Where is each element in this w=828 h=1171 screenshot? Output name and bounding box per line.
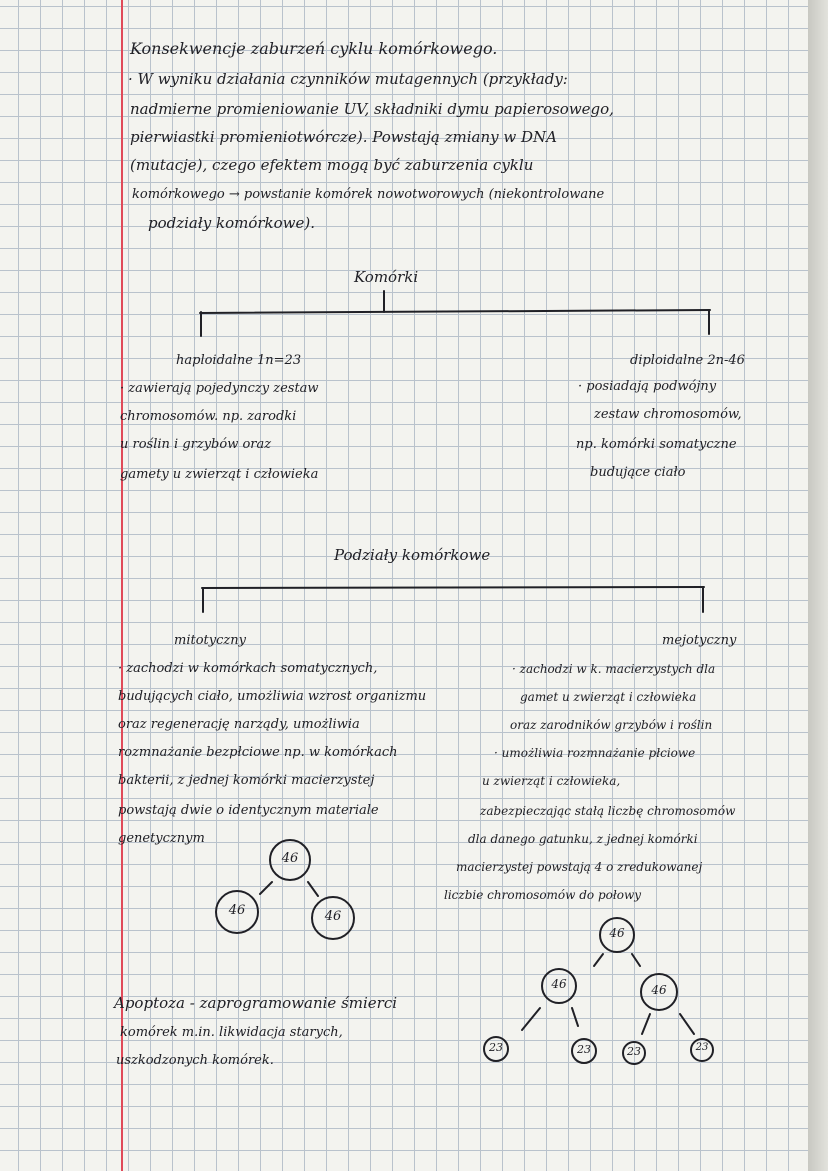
mitosis-line: budujących ciało, umożliwia wzrost organizmu: [118, 689, 427, 704]
meiosis-leaf-number: 23: [489, 1041, 503, 1054]
page-title: Konsekwencje zaburzeń cyklu komórkowego.: [130, 39, 498, 58]
diploid-line: zestaw chromosomów,: [594, 407, 742, 422]
divisions-heading: Podziały komórkowe: [334, 546, 491, 564]
meiosis-leaf-number: 23: [695, 1042, 709, 1053]
meiosis-line: zabezpieczając stałą liczbę chromosomów: [480, 804, 736, 818]
meiosis-connector: [632, 954, 640, 966]
diploid-line: np. komórki somatyczne: [576, 437, 737, 452]
mitosis-child-number: 46: [324, 909, 342, 924]
meiosis-line: gamet u zwierząt i człowieka: [520, 690, 697, 704]
intro-line: nadmierne promieniowanie UV, składniki dymu papierosowego,: [130, 100, 614, 118]
apoptosis-line: Apoptoza - zaprogramowanie śmierci: [114, 994, 398, 1012]
cells-tree-bar: [200, 310, 710, 313]
meiosis-line: macierzystej powstają 4 o zredukowanej: [456, 860, 703, 874]
diploid-line: · posiadają podwójny: [578, 379, 717, 394]
mitosis-connector: [308, 882, 318, 896]
meiosis-mid-number: 46: [651, 983, 667, 997]
haploid-line: chromosomów. np. zarodki: [120, 409, 297, 424]
mitosis-parent-number: 46: [281, 851, 299, 866]
meiosis-connector: [594, 954, 603, 966]
meiosis-connector: [572, 1008, 578, 1026]
diploid-title: diploidalne 2n-46: [630, 353, 745, 368]
haploid-line: u roślin i grzybów oraz: [120, 437, 272, 452]
meiosis-parent-number: 46: [609, 926, 625, 940]
meiosis-title: mejotyczny: [662, 633, 737, 648]
meiosis-leaf-number: 23: [577, 1043, 591, 1056]
mitosis-child-number: 46: [228, 903, 246, 918]
meiosis-connector: [522, 1008, 540, 1030]
diploid-line: budujące ciało: [590, 465, 686, 480]
meiosis-mid-number: 46: [551, 977, 567, 991]
meiosis-line: dla danego gatunku, z jednej komórki: [468, 832, 698, 846]
meiosis-line: oraz zarodników grzybów i roślin: [510, 718, 713, 732]
meiosis-line: liczbie chromosomów do połowy: [444, 888, 642, 902]
apoptosis-line: komórek m.in. likwidacja starych,: [120, 1025, 343, 1040]
intro-line: podziały komórkowe).: [148, 214, 315, 232]
meiosis-line: · umożliwia rozmnażanie płciowe: [494, 746, 696, 760]
haploid-line: · zawierają pojedynczy zestaw: [120, 381, 319, 396]
haploid-line: gamety u zwierząt i człowieka: [120, 467, 319, 482]
cells-heading: Komórki: [354, 268, 419, 286]
divisions-tree-bar: [202, 587, 704, 588]
mitosis-line: bakterii, z jednej komórki macierzystej: [118, 773, 375, 788]
mitosis-connector: [260, 882, 272, 894]
meiosis-connector: [680, 1014, 694, 1034]
meiosis-line: u zwierząt i człowieka,: [482, 774, 621, 788]
mitosis-title: mitotyczny: [174, 633, 246, 648]
intro-line: komórkowego → powstanie komórek nowotworowych (niekontrolowane: [132, 187, 605, 202]
haploid-title: haploidalne 1n=23: [176, 353, 302, 368]
mitosis-line: oraz regenerację narządy, umożliwia: [118, 717, 360, 732]
meiosis-line: · zachodzi w k. macierzystych dla: [512, 662, 716, 676]
meiosis-leaf-number: 23: [627, 1045, 641, 1058]
intro-line: · W wyniku działania czynników mutagennych (przykłady:: [128, 70, 568, 88]
mitosis-line: · zachodzi w komórkach somatycznych,: [118, 661, 378, 676]
mitosis-line: powstają dwie o identycznym materiale: [118, 803, 379, 818]
mitosis-line: rozmnażanie bezpłciowe np. w komórkach: [118, 745, 398, 760]
intro-line: pierwiastki promieniotwórcze). Powstają zmiany w DNA: [130, 128, 557, 146]
mitosis-line: genetycznym: [118, 831, 205, 846]
page-edge: [808, 0, 828, 1171]
meiosis-connector: [642, 1014, 650, 1034]
apoptosis-line: uszkodzonych komórek.: [116, 1053, 274, 1068]
intro-line: (mutacje), czego efektem mogą być zaburzenia cyklu: [130, 156, 534, 174]
